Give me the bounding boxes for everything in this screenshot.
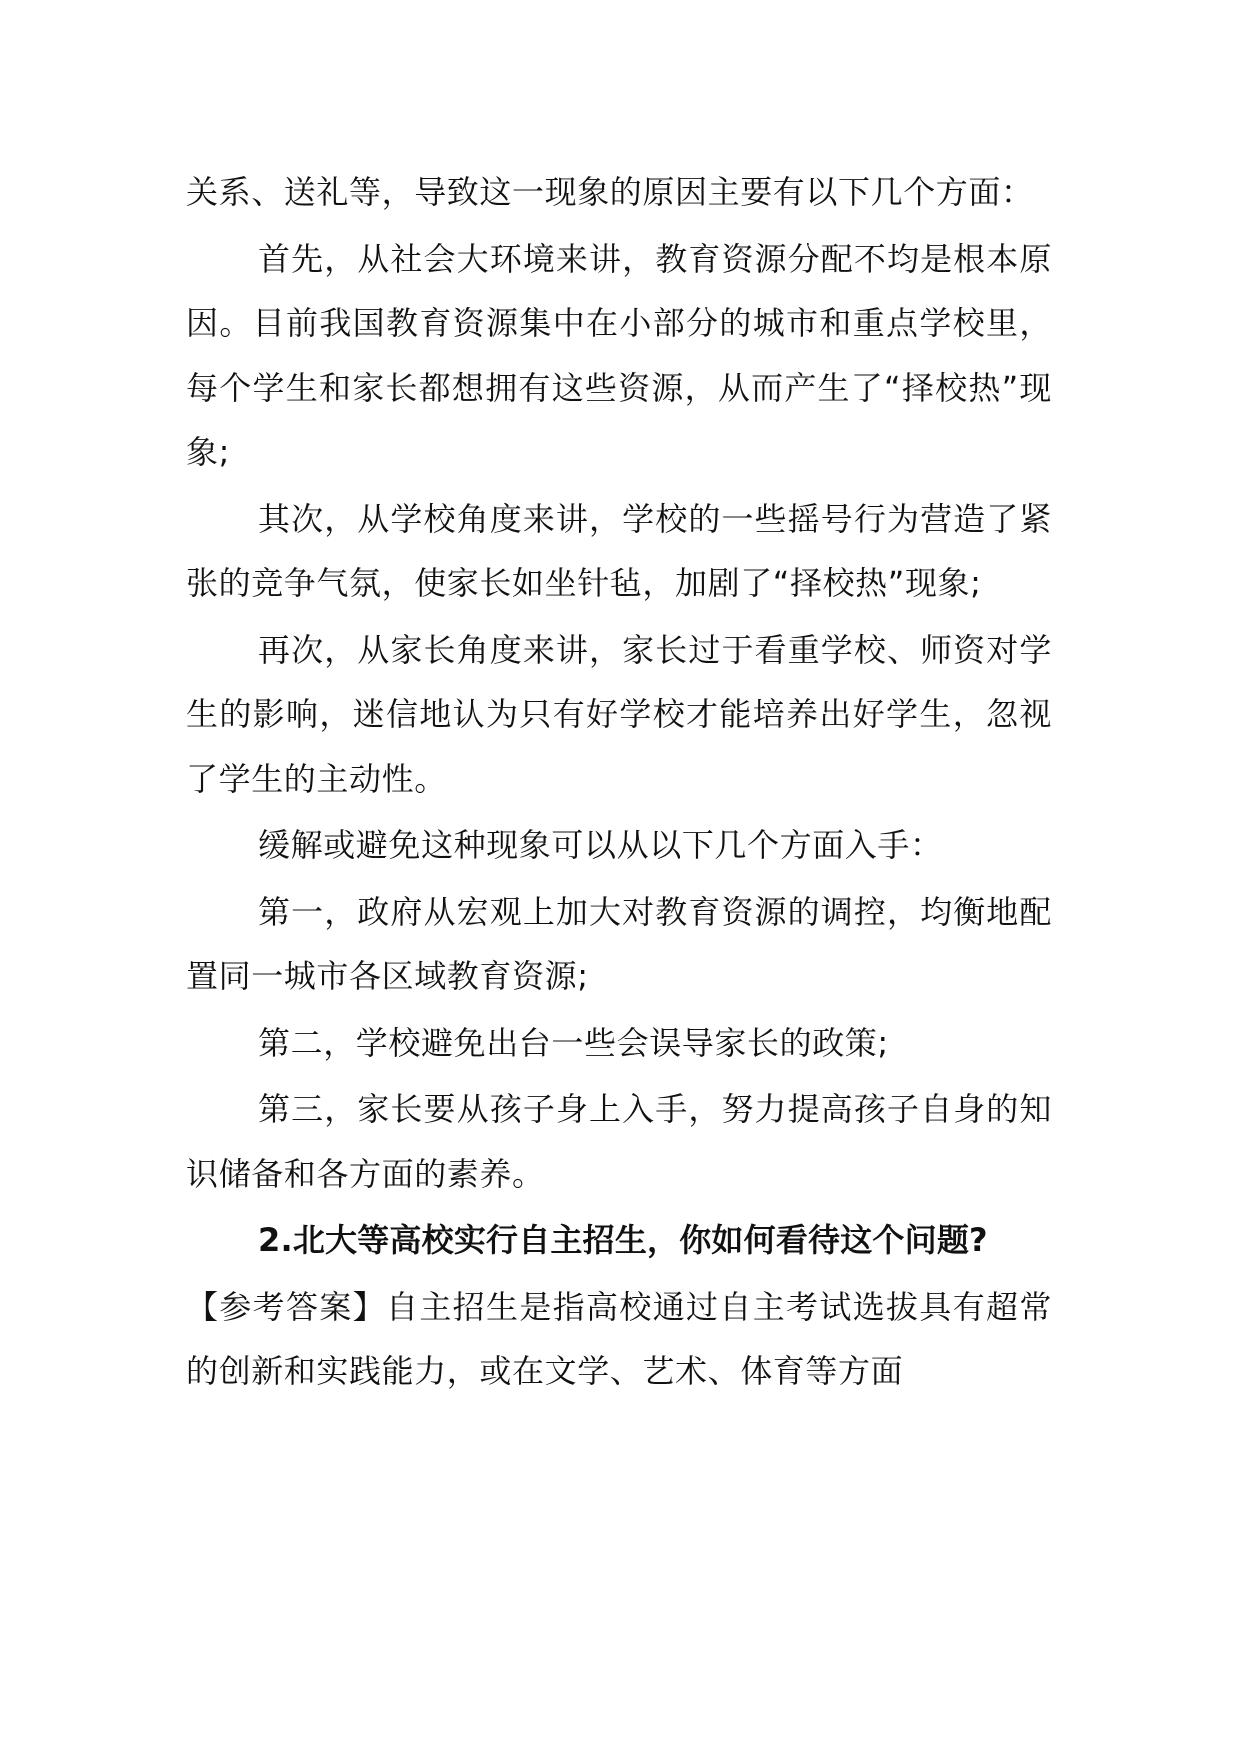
paragraph-third-reason: 再次，从家长角度来讲，家长过于看重学校、师资对学生的影响，迷信地认为只有好学校才能培养出好学生，忽视了学生的主动性。 bbox=[186, 630, 1052, 798]
question-heading: 2.北大等高校实行自主招生，你如何看待这个问题? bbox=[258, 1221, 988, 1259]
paragraph-remedy-second: 第二，学校避免出台一些会误导家长的政策; bbox=[258, 1023, 889, 1062]
document-body bbox=[186, 160, 1052, 1404]
paragraph-first-reason: 首先，从社会大环境来讲，教育资源分配不均是根本原因。目前我国教育资源集中在小部分的城市和重点学校里，每个学生和家长都想拥有这些资源，从而产生了“择校热”现象; bbox=[186, 239, 1052, 471]
paragraph-second-reason: 其次，从学校角度来讲，学校的一些摇号行为营造了紧张的竞争气氛，使家长如坐针毡，加剧了“择校热”现象; bbox=[186, 499, 1052, 602]
paragraph-continuation: 关系、送礼等，导致这一现象的原因主要有以下几个方面： bbox=[186, 173, 1034, 211]
paragraph-remedy-first: 第一，政府从宏观上加大对教育资源的调控，均衡地配置同一城市各区域教育资源; bbox=[186, 892, 1052, 995]
reference-answer-paragraph: 【参考答案】自主招生是指高校通过自主考试选拔具有超常的创新和实践能力，或在文学、艺术、体育等方面 bbox=[186, 1287, 1052, 1390]
paragraph-remedy-third: 第三，家长要从孩子身上入手，努力提高孩子自身的知识储备和各方面的素养。 bbox=[186, 1090, 1052, 1193]
paragraph-remedy-intro: 缓解或避免这种现象可以从以下几个方面入手： bbox=[258, 826, 943, 864]
